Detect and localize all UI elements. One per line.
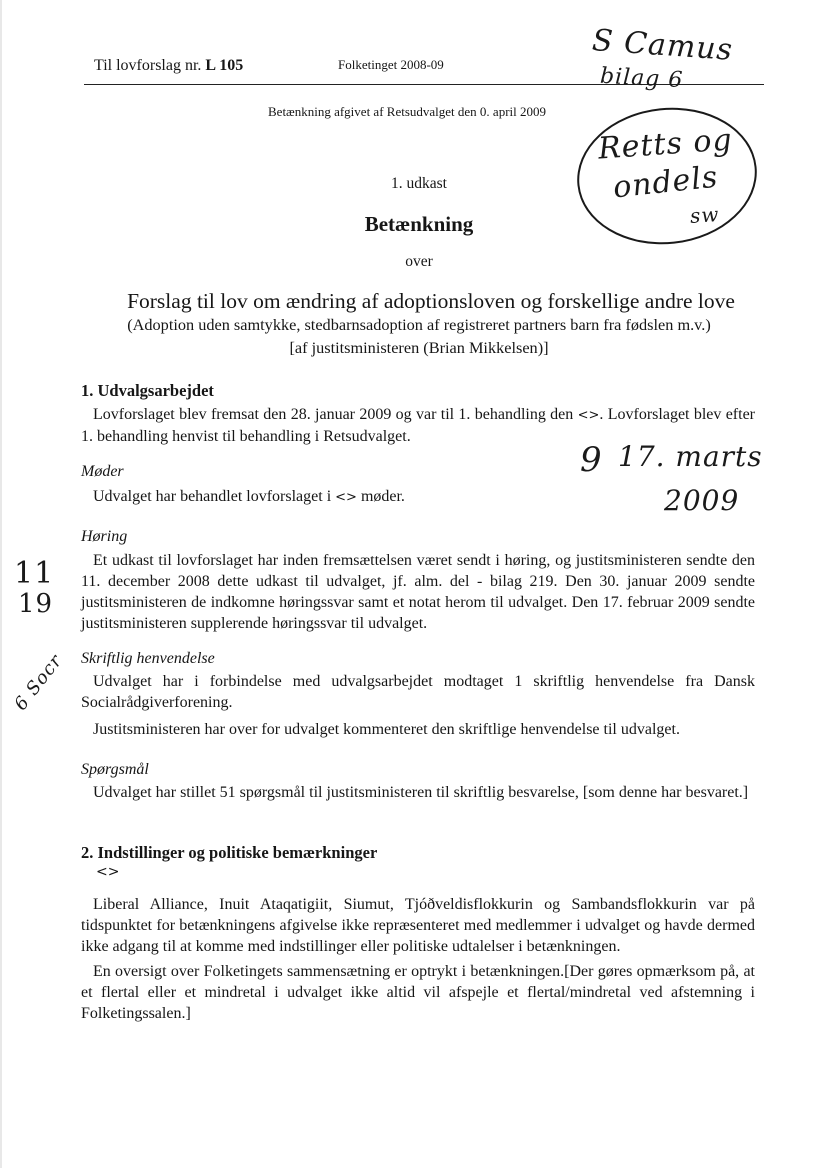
written-text-1: Udvalget har i forbindelse med udvalgsarbejdet modtaget 1 skriftlig henvendelse fra Dansk Socialrådgiverforening. xyxy=(81,673,755,711)
section-1-heading: 1. Udvalgsarbejdet xyxy=(81,381,214,400)
intro-text-b: . Lovforslaget blev efter 1. behandling henvist til behandling i Retsudvalget. xyxy=(81,406,755,445)
handwritten-circled-line-2: ondels xyxy=(611,159,720,206)
placeholder-diamond: <> xyxy=(96,864,120,880)
handwritten-margin-1: 11 xyxy=(14,556,55,591)
delivery-line: Betænkning afgivet af Retsudvalget den 0. april 2009 xyxy=(268,104,546,119)
placeholder-glyph: <> xyxy=(335,490,357,505)
over-label: over xyxy=(405,253,433,270)
hearing-heading: Høring xyxy=(81,528,128,545)
parliament-session: Folketinget 2008-09 xyxy=(338,57,444,72)
handwritten-date-month: 17. marts xyxy=(618,440,763,473)
bill-number: L 105 xyxy=(205,57,244,74)
meetings-text xyxy=(81,486,755,508)
handwritten-date-day: 9 xyxy=(580,440,603,480)
law-subtitle: (Adoption uden samtykke, stedbarnsadoption af registreret partners barn fra fødslen m.v.) xyxy=(127,315,711,334)
meetings-text-a: Udvalget har behandlet lovforslaget i xyxy=(93,488,336,505)
law-title: Forslag til lov om ændring af adoptionsloven og forskellige andre love xyxy=(127,289,735,313)
handwritten-circled-line-3: sw xyxy=(689,202,721,228)
law-minister: [af justitsministeren (Brian Mikkelsen)] xyxy=(289,338,549,357)
document-title: Betænkning xyxy=(364,212,474,236)
handwritten-note-name: S Camus xyxy=(590,23,735,68)
handwritten-note-attachment: bilag 6 xyxy=(599,63,684,94)
section-2-heading: 2. Indstillinger og politiske bemærkninger xyxy=(81,843,378,862)
section-2-para-2: En oversigt over Folketingets sammensætning er optrykt i betænkningen.[Der gøres opmærksom på, at et flertal eller et mindretal i udvalget ikke altid vil afspejle et flertal/mindretal ved afstemning i Folketingssalen.] xyxy=(81,963,755,1022)
meetings-text-b: møder. xyxy=(356,488,405,505)
placeholder-glyph: <> xyxy=(577,408,600,423)
bill-prefix: Til lovforslag nr. xyxy=(94,57,206,74)
questions-text: Udvalget har stillet 51 spørgsmål til justitsministeren til skriftlig besvarelse, [som denne har besvaret.] xyxy=(93,784,749,801)
handwritten-margin-2: 19 xyxy=(18,589,54,619)
hearing-text: Et udkast til lovforslaget har inden fremsættelsen været sendt i høring, og justitsministeren sendte den 11. december 2008 dette udkast til udvalget, jf. alm. del - bilag 219. Den 30. januar 2009 sendte justitsministeren de indkomne høringssvar samt et notat herom til udvalget. Den 17. februar 2009 sendte justitsministeren supplerende høringssvar til udvalget. xyxy=(81,552,755,632)
handwritten-date-year: 2009 xyxy=(664,484,740,517)
draft-label: 1. udkast xyxy=(391,175,447,192)
questions-heading: Spørgsmål xyxy=(81,761,149,778)
written-heading: Skriftlig henvendelse xyxy=(81,650,215,667)
section-2-para-1: Liberal Alliance, Inuit Ataqatigiit, Siumut, Tjóðveldisflokkurin og Sambandsflokkurin var på tidspunktet for betænkningens afgivelse ikke repræsenteret med medlemmer i udvalget og havde dermed ikke adgang til at komme med indstillinger eller politiske udtalelser i betænkningen. xyxy=(81,896,755,955)
meetings-heading: Møder xyxy=(81,463,124,480)
bill-reference xyxy=(94,57,243,75)
intro-text-a: Lovforslaget blev fremsat den 28. januar 2009 og var til 1. behandling den xyxy=(93,406,578,423)
written-text-2: Justitsministeren har over for udvalget kommenteret den skriftlige henvendelse til udvalget. xyxy=(93,721,680,738)
handwritten-circled-line-1: Retts og xyxy=(596,122,734,167)
handwritten-margin-3: 6 Socr xyxy=(10,650,67,715)
